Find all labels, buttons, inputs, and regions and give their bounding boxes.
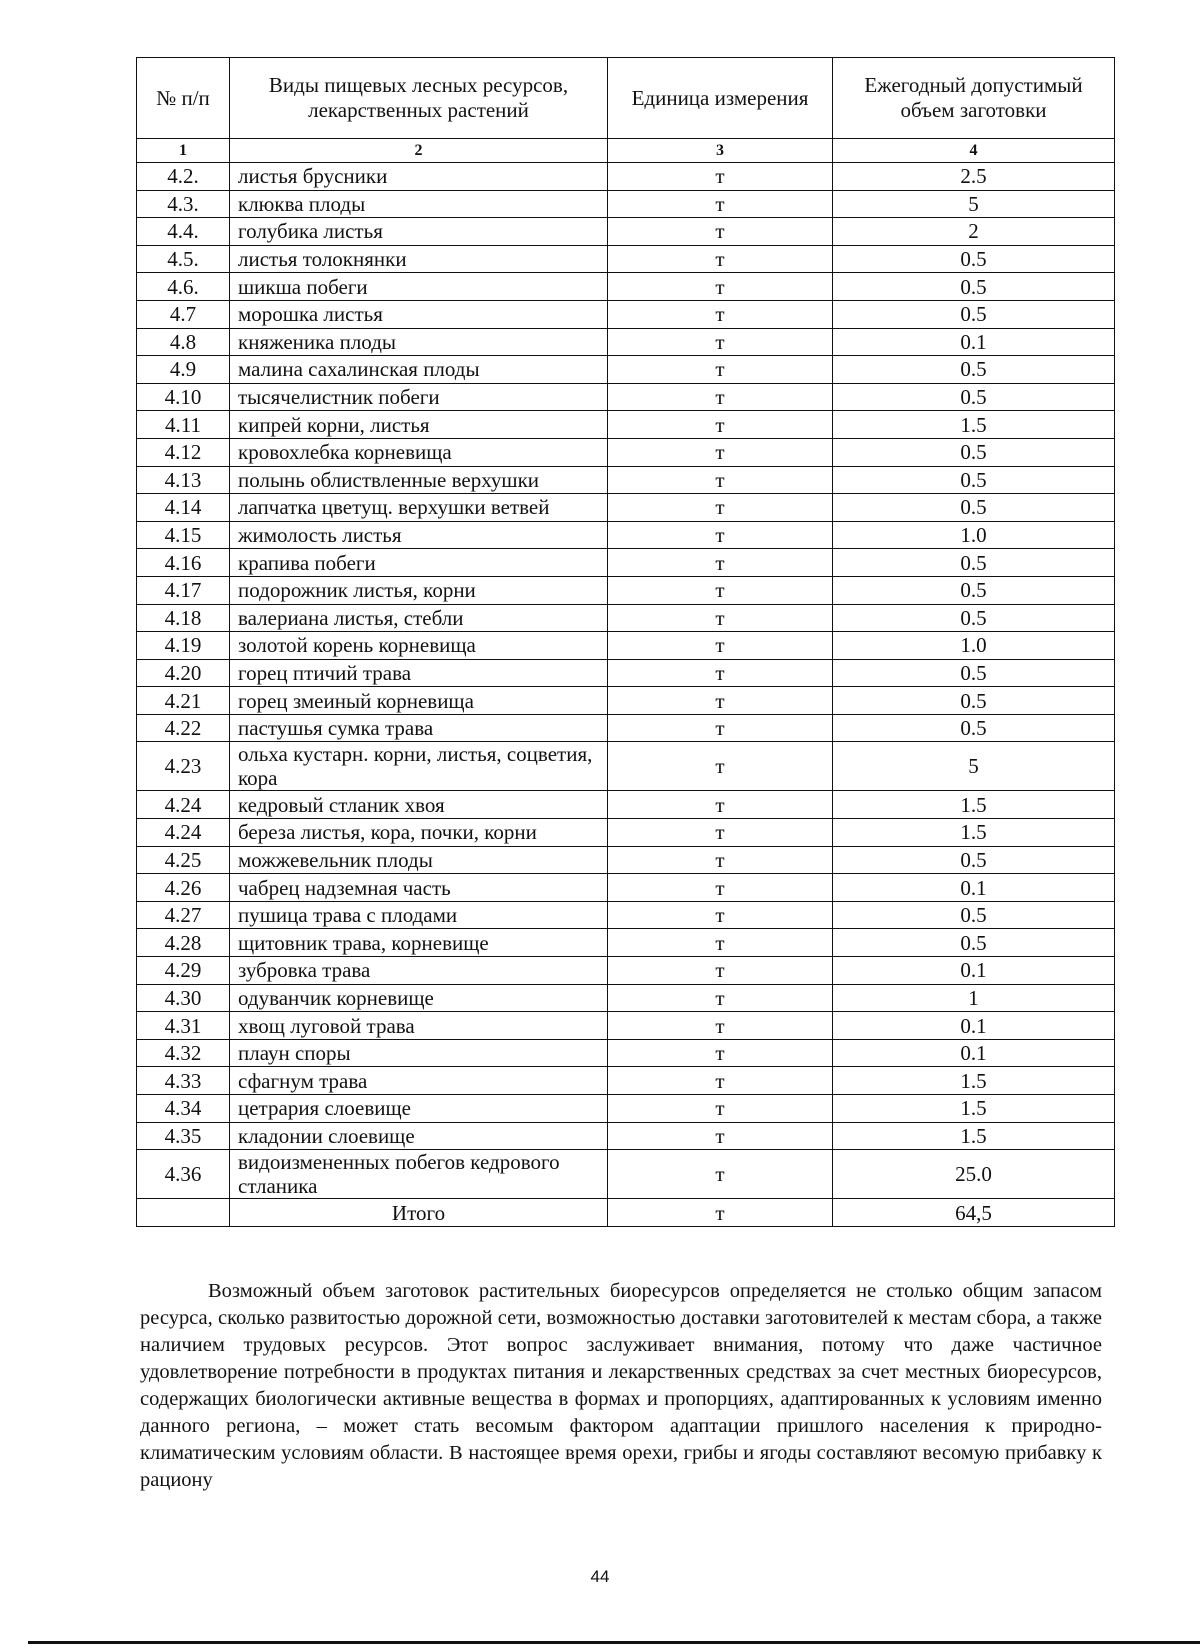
table-row [137,466,1115,494]
table-row [137,273,1115,301]
resource-name: лапчатка цветущ. верхушки ветвей [230,494,608,522]
volume-cell: 1.0 [833,521,1115,549]
bottom-rule [28,1641,1200,1644]
table-row [137,687,1115,715]
volume-cell: 0.5 [833,300,1115,328]
row-number: 4.29 [137,957,230,985]
resource-name: плаун споры [230,1039,608,1067]
resource-name: береза листья, кора, почки, корни [230,819,608,847]
resource-name: полынь облиствленные верхушки [230,466,608,494]
table-row [137,356,1115,384]
unit-cell: т [608,1150,833,1199]
resource-name: малина сахалинская плоды [230,356,608,384]
volume-cell: 0.5 [833,576,1115,604]
volume-cell: 1.5 [833,1095,1115,1123]
volume-cell: 0.5 [833,846,1115,874]
row-number: 4.27 [137,901,230,929]
total-label: Итого [230,1199,608,1227]
row-number: 4.9 [137,356,230,384]
table-row [137,1122,1115,1150]
unit-cell: т [608,687,833,715]
table-row [137,1095,1115,1123]
unit-cell: т [608,163,833,191]
volume-cell: 0.5 [833,659,1115,687]
table-row [137,929,1115,957]
volume-cell: 1.5 [833,411,1115,439]
row-number: 4.22 [137,714,230,742]
table-row [137,300,1115,328]
unit-cell: т [608,929,833,957]
table-row [137,901,1115,929]
volume-cell: 0.5 [833,604,1115,632]
resources-table [136,57,1115,1227]
column-number: 1 [137,139,230,163]
total-row [137,1199,1115,1227]
column-number: 2 [230,139,608,163]
header-resource-type: Виды пищевых лесных ресурсов, лекарственных растений [230,58,608,139]
unit-cell: т [608,742,833,791]
row-number: 4.7 [137,300,230,328]
row-number: 4.17 [137,576,230,604]
volume-cell: 0.5 [833,714,1115,742]
resource-name: чабрец надземная часть [230,874,608,902]
resource-name: листья толокнянки [230,245,608,273]
resource-name: клюква плоды [230,190,608,218]
resource-name: золотой корень корневища [230,632,608,660]
table-row [137,984,1115,1012]
row-number: 4.8 [137,328,230,356]
row-number: 4.36 [137,1150,230,1199]
row-number: 4.31 [137,1012,230,1040]
row-number: 4.30 [137,984,230,1012]
unit-cell: т [608,521,833,549]
resource-name: кипрей корни, листья [230,411,608,439]
unit-cell: т [608,1067,833,1095]
unit-cell: т [608,576,833,604]
volume-cell: 1 [833,984,1115,1012]
table-row [137,1067,1115,1095]
unit-cell: т [608,846,833,874]
row-number: 4.32 [137,1039,230,1067]
volume-cell: 25.0 [833,1150,1115,1199]
row-number: 4.14 [137,494,230,522]
unit-cell: т [608,874,833,902]
unit-cell: т [608,1122,833,1150]
total-value: 64,5 [833,1199,1115,1227]
table-row [137,328,1115,356]
table-row [137,411,1115,439]
unit-cell: т [608,1012,833,1040]
resource-name: одуванчик корневище [230,984,608,1012]
volume-cell: 0.1 [833,874,1115,902]
table-row [137,494,1115,522]
resource-name: валериана листья, стебли [230,604,608,632]
unit-cell: т [608,190,833,218]
table-row [137,632,1115,660]
row-number: 4.5. [137,245,230,273]
row-number: 4.11 [137,411,230,439]
unit-cell: т [608,791,833,819]
resource-name: подорожник листья, корни [230,576,608,604]
table-header-row [137,58,1115,139]
table-row [137,576,1115,604]
volume-cell: 0.5 [833,356,1115,384]
row-number: 4.19 [137,632,230,660]
volume-cell: 5 [833,742,1115,791]
unit-cell: т [608,659,833,687]
volume-cell: 1.5 [833,1122,1115,1150]
table-row [137,218,1115,246]
table-row [137,846,1115,874]
unit-cell: т [608,218,833,246]
row-number: 4.25 [137,846,230,874]
volume-cell: 5 [833,190,1115,218]
row-number: 4.13 [137,466,230,494]
table-row [137,521,1115,549]
volume-cell: 0.5 [833,687,1115,715]
unit-cell: т [608,245,833,273]
column-number: 4 [833,139,1115,163]
unit-cell: т [608,1095,833,1123]
resource-name: ольха кустарн. корни, листья, соцветия, кора [230,742,608,791]
table-row [137,742,1115,791]
volume-cell: 2 [833,218,1115,246]
row-number: 4.15 [137,521,230,549]
table-body [137,163,1115,1199]
unit-cell: т [608,494,833,522]
unit-cell: т [608,549,833,577]
table-row [137,791,1115,819]
unit-cell: т [608,984,833,1012]
row-number: 4.24 [137,819,230,847]
unit-cell: т [608,383,833,411]
resource-name: горец змеиный корневища [230,687,608,715]
row-number: 4.10 [137,383,230,411]
resource-name: цетрария слоевище [230,1095,608,1123]
unit-cell: т [608,328,833,356]
table-row [137,874,1115,902]
volume-cell: 0.5 [833,383,1115,411]
unit-cell: т [608,901,833,929]
row-number: 4.3. [137,190,230,218]
table-row [137,549,1115,577]
volume-cell: 1.0 [833,632,1115,660]
page-number: 44 [590,1567,610,1586]
table-row [137,383,1115,411]
table-row [137,1012,1115,1040]
body-paragraph: Возможный объем заготовок растительных биоресурсов определяется не столько общим запасом ресурса, сколько развитостью дорожной сети, возможностью доставки заготовителей к местам сбора, а также наличием трудовых ресурсов. Этот вопрос заслуживает внимания, потому что даже частичное удовлетворение потребности в продуктах питания и лекарственных средствах за счет местных биоресурсов, содержащих биологически активные вещества в формах и пропорциях, адаптированных к условиям именно данного региона, – может стать весомым фактором адаптации пришлого населения к природно-климатическим условиям области. В настоящее время орехи, грибы и ягоды составляют весомую прибавку к рациону [140,1280,1102,1491]
header-annual-volume: Ежегодный допустимый объем заготовки [833,58,1115,139]
table-row [137,714,1115,742]
unit-cell: т [608,1039,833,1067]
unit-cell: т [608,714,833,742]
volume-cell: 0.5 [833,929,1115,957]
row-number: 4.6. [137,273,230,301]
resource-name: тысячелистник побеги [230,383,608,411]
table-row [137,819,1115,847]
unit-cell: т [608,438,833,466]
volume-cell: 0.1 [833,1039,1115,1067]
unit-cell: т [608,604,833,632]
row-number: 4.20 [137,659,230,687]
row-number: 4.28 [137,929,230,957]
resource-name: горец птичий трава [230,659,608,687]
unit-cell: т [608,819,833,847]
unit-cell: т [608,466,833,494]
resource-name: кедровый стланик хвоя [230,791,608,819]
table-row [137,604,1115,632]
volume-cell: 2.5 [833,163,1115,191]
header-number: № п/п [137,58,230,139]
volume-cell: 0.5 [833,549,1115,577]
resource-name: крапива побеги [230,549,608,577]
total-unit: т [608,1199,833,1227]
table-row [137,245,1115,273]
volume-cell: 0.5 [833,245,1115,273]
volume-cell: 0.5 [833,494,1115,522]
row-number: 4.18 [137,604,230,632]
resource-name: пастушья сумка трава [230,714,608,742]
resource-name: морошка листья [230,300,608,328]
resource-name: голубика листья [230,218,608,246]
volume-cell: 0.1 [833,328,1115,356]
unit-cell: т [608,411,833,439]
resource-name: пушица трава с плодами [230,901,608,929]
row-number: 4.34 [137,1095,230,1123]
volume-cell: 0.1 [833,1012,1115,1040]
resource-name: зубровка трава [230,957,608,985]
table-row [137,438,1115,466]
column-number: 3 [608,139,833,163]
resource-name: листья брусники [230,163,608,191]
unit-cell: т [608,273,833,301]
row-number: 4.33 [137,1067,230,1095]
table-row [137,1150,1115,1199]
volume-cell: 0.5 [833,438,1115,466]
resource-name: видоизмененных побегов кедрового стланика [230,1150,608,1199]
resource-name: щитовник трава, корневище [230,929,608,957]
row-number: 4.24 [137,791,230,819]
volume-cell: 0.1 [833,957,1115,985]
volume-cell: 1.5 [833,819,1115,847]
resource-name: кладонии слоевище [230,1122,608,1150]
row-number: 4.23 [137,742,230,791]
header-unit: Единица измерения [608,58,833,139]
row-number: 4.12 [137,438,230,466]
table-row [137,163,1115,191]
total-num-cell [137,1199,230,1227]
volume-cell: 0.5 [833,466,1115,494]
resource-name: хвощ луговой трава [230,1012,608,1040]
volume-cell: 1.5 [833,791,1115,819]
resource-name: можжевельник плоды [230,846,608,874]
unit-cell: т [608,300,833,328]
unit-cell: т [608,632,833,660]
resource-name: княженика плоды [230,328,608,356]
volume-cell: 0.5 [833,901,1115,929]
resource-name: сфагнум трава [230,1067,608,1095]
resource-name: шикша побеги [230,273,608,301]
resource-name: жимолость листья [230,521,608,549]
unit-cell: т [608,957,833,985]
table-row [137,190,1115,218]
volume-cell: 0.5 [833,273,1115,301]
row-number: 4.4. [137,218,230,246]
row-number: 4.16 [137,549,230,577]
row-number: 4.21 [137,687,230,715]
column-numbers-row [137,139,1115,163]
row-number: 4.26 [137,874,230,902]
table-row [137,957,1115,985]
resource-name: кровохлебка корневища [230,438,608,466]
volume-cell: 1.5 [833,1067,1115,1095]
row-number: 4.2. [137,163,230,191]
table-row [137,659,1115,687]
unit-cell: т [608,356,833,384]
row-number: 4.35 [137,1122,230,1150]
table-row [137,1039,1115,1067]
